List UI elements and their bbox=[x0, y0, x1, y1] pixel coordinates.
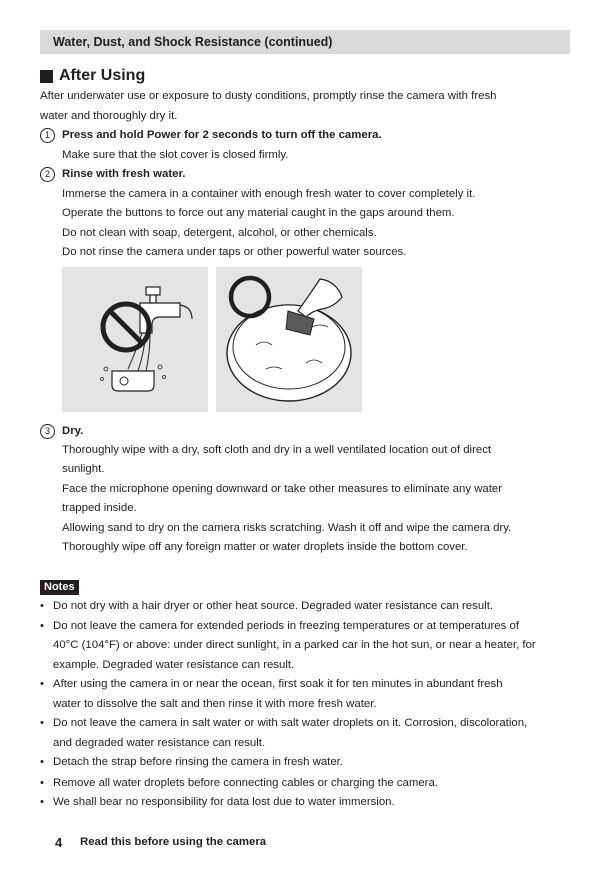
note-bullet: • bbox=[40, 600, 44, 612]
intro-line: After underwater use or exposure to dusty conditions, promptly rinse the camera with fresh bbox=[40, 90, 497, 102]
step-2-line: Do not clean with soap, detergent, alcohol, or other chemicals. bbox=[62, 227, 377, 239]
figure-immersion-allowed bbox=[216, 267, 362, 412]
note-bullet: • bbox=[40, 796, 44, 808]
page-number: 4 bbox=[55, 835, 63, 850]
step-3-line: Allowing sand to dry on the camera risks scratching. Wash it off and wipe the camera dry. bbox=[62, 522, 512, 534]
step-3-line: Thoroughly wipe off any foreign matter or water droplets inside the bottom cover. bbox=[62, 541, 468, 553]
step-1-line: Make sure that the slot cover is closed firmly. bbox=[62, 149, 289, 161]
note-line: Do not leave the camera for extended periods in freezing temperatures or at temperatures of bbox=[53, 620, 520, 632]
footer-text: Read this before using the camera bbox=[80, 836, 267, 848]
note-bullet: • bbox=[40, 620, 44, 632]
figure-tap-rinse-prohibited bbox=[62, 267, 208, 412]
note-line: We shall bear no responsibility for data lost due to water immersion. bbox=[53, 796, 395, 808]
note-line: example. Degraded water resistance can result. bbox=[53, 659, 295, 671]
header-title: Water, Dust, and Shock Resistance (continued) bbox=[53, 35, 333, 49]
note-line: Remove all water droplets before connecting cables or charging the camera. bbox=[53, 777, 438, 789]
prohibited-tap-rinse-icon bbox=[62, 267, 208, 412]
step-3-line: sunlight. bbox=[62, 463, 105, 475]
header-bar bbox=[40, 30, 570, 54]
step-2-line: Do not rinse the camera under taps or other powerful water sources. bbox=[62, 246, 407, 258]
step-2-heading: Rinse with fresh water. bbox=[62, 168, 186, 180]
note-line: After using the camera in or near the ocean, first soak it for ten minutes in abundant fresh bbox=[53, 678, 503, 690]
square-bullet-icon bbox=[40, 70, 53, 83]
step-1-heading: Press and hold Power for 2 seconds to turn off the camera. bbox=[62, 129, 382, 141]
note-line: Do not dry with a hair dryer or other heat source. Degraded water resistance can result. bbox=[53, 600, 494, 612]
section-title-text: After Using bbox=[59, 67, 146, 84]
step-2-line: Operate the buttons to force out any material caught in the gaps around them. bbox=[62, 207, 455, 219]
intro-line: water and thoroughly dry it. bbox=[40, 110, 178, 122]
note-line: 40°C (104°F) or above: under direct sunlight, in a parked car in the hot sun, or near a heater, for bbox=[53, 639, 536, 651]
step-number-1: 1 bbox=[40, 128, 55, 143]
notes-badge: Notes bbox=[40, 580, 79, 595]
note-line: and degraded water resistance can result. bbox=[53, 737, 266, 749]
note-bullet: • bbox=[40, 717, 44, 729]
section-title bbox=[40, 66, 145, 86]
note-line: water to dissolve the salt and then rinse it with more fresh water. bbox=[53, 698, 377, 710]
note-line: Detach the strap before rinsing the camera in fresh water. bbox=[53, 756, 343, 768]
note-bullet: • bbox=[40, 777, 44, 789]
step-number-2: 2 bbox=[40, 167, 55, 182]
note-line: Do not leave the camera in salt water or with salt water droplets on it. Corrosion, discoloration, bbox=[53, 717, 528, 729]
step-number-3: 3 bbox=[40, 424, 55, 439]
note-bullet: • bbox=[40, 756, 44, 768]
note-bullet: • bbox=[40, 678, 44, 690]
allowed-immersion-icon bbox=[216, 267, 362, 412]
step-2-line: Immerse the camera in a container with enough fresh water to cover completely it. bbox=[62, 188, 476, 200]
step-3-line: Face the microphone opening downward or take other measures to eliminate any water bbox=[62, 483, 503, 495]
step-3-line: trapped inside. bbox=[62, 502, 137, 514]
step-3-line: Thoroughly wipe with a dry, soft cloth and dry in a well ventilated location out of direct bbox=[62, 444, 492, 456]
step-3-heading: Dry. bbox=[62, 425, 84, 437]
